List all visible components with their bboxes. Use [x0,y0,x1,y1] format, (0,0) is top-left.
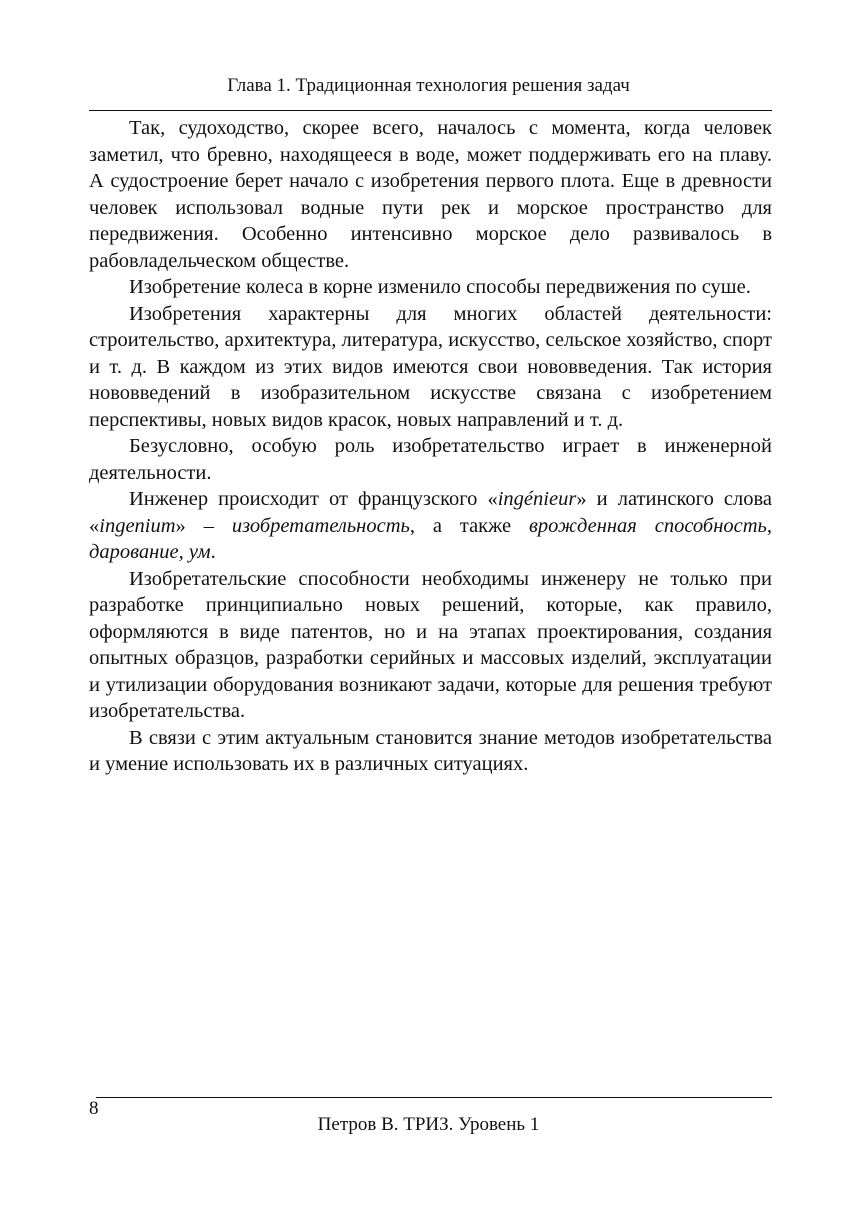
footer-rule [96,1097,772,1098]
term-ingenium: ingenium [99,514,176,537]
header-rule [89,110,772,111]
paragraph-inventive-abilities: Изобретательские способности необходимы инженеру не только при разработке принципиально новых решений, которые, как правило, оформляются в виде патентов, но и на этапах проектирования, создания опытных образцов, разработки серийных и массовых изделий, эксплуатации и утилизации оборудования возникают задачи, которые для решения требуют изобретательства. [89,567,772,722]
main-text [89,115,772,778]
paragraph-navigation: Так, судоходство, скорее всего, началось с момента, когда человек заметил, что бревно, находящееся в воде, может поддерживать его на плаву. А судостроение берет начало с изобретения первого плота. Еще в древности человек использовал водные пути рек и морское пространство для передвижения. Особенно интенсивно морское дело развивалось в рабовладельческом обществе. [89,117,772,272]
paragraph-inventions-fields: Изобретения характерны для многих областей деятельности: строительство, архитектура, литература, искусство, сельское хозяйство, спорт и т. д. В каждом из этих видов имеются свои нововведения. Так история нововведений в изобразительном искусстве связана с изобретением перспективы, новых видов красок, новых направлений и т. д. [89,302,772,431]
page-number: 8 [89,1098,99,1119]
term-mind: ум [188,541,211,563]
paragraph-engineer-etymology: Инженер происходит от французского «ingénieur» и латинского слова «ingenium» – изобретательность, а также врожденная способность, дарование, ум. [89,488,773,563]
paragraph-engineering-role: Безусловно, особую роль изобретательство играет в инженерной деятельности. [89,435,772,484]
running-footer: Петров В. ТРИЗ. Уровень 1 [317,1114,540,1135]
term-inventiveness: изобретательность [231,514,410,537]
paragraph-wheel: Изобретение колеса в корне изменило способы передвижения по суше. [129,276,751,298]
term-innate-ability: врожденная способность [529,514,767,537]
term-talent: дарование [89,541,179,563]
term-ingenieur: ingénieur [497,488,577,510]
paragraph-conclusion: В связи с этим актуальным становится знание методов изобретательства и умение использовать их в различных ситуациях. [89,726,772,775]
running-header: Глава 1. Традиционная технология решения задач [227,75,630,96]
